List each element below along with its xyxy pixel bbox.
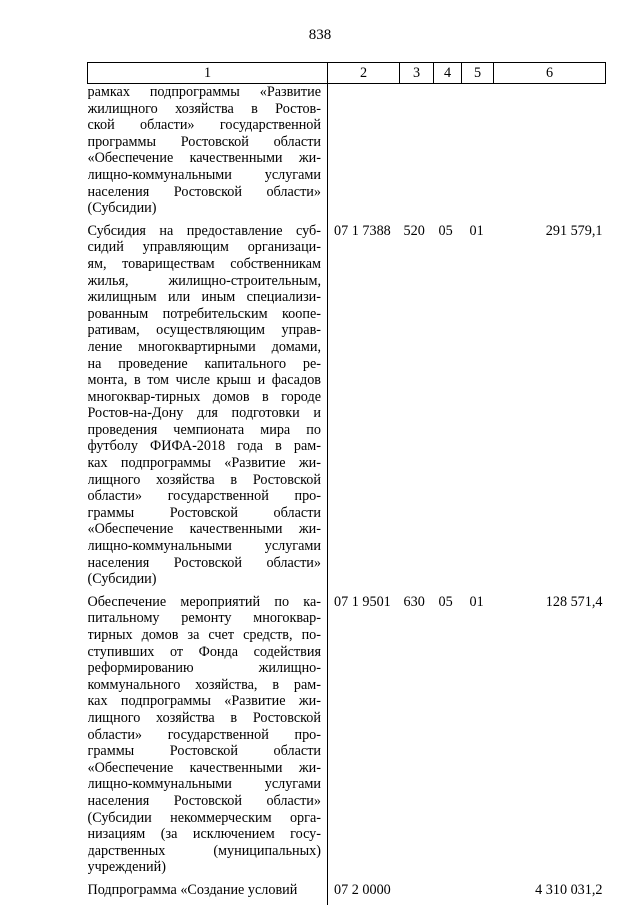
description-line: области» государственной про-	[87, 488, 321, 505]
description-line: населения Ростовской области»	[87, 792, 321, 809]
description-line: лищно-коммунальными услугами	[87, 776, 321, 793]
amount	[494, 84, 606, 223]
table-row	[88, 84, 606, 223]
header-row	[88, 63, 606, 84]
row-description	[88, 84, 328, 223]
description-line: граммы Ростовской области	[87, 743, 321, 760]
table-row	[88, 223, 606, 594]
description-line: лищно-коммунальными услугами	[87, 538, 321, 555]
description-line: «Обеспечение качественными жи-	[87, 759, 321, 776]
budget-table	[87, 62, 606, 905]
amount: 291 579,1	[545, 222, 603, 239]
target-article-code	[328, 84, 400, 223]
description-line: тирных домов за счет средств, по-	[87, 627, 321, 643]
description-line: (Субсидии)	[87, 571, 157, 588]
description-line: жилищным или иным специализи-	[87, 289, 321, 306]
section-code	[434, 882, 462, 905]
description-line: монта, в том числе крыш и фасадов	[87, 372, 321, 389]
table-row	[88, 882, 606, 905]
target-article-code: 07 2 0000	[334, 881, 391, 898]
subsection-code: 01	[469, 222, 484, 239]
section-code: 05	[438, 222, 453, 239]
column-header-1: 1	[88, 63, 328, 84]
description-line: реформированию жилищно-	[87, 660, 321, 677]
description-line: населения Ростовской области»	[87, 554, 321, 571]
column-header-6: 6	[494, 63, 606, 84]
description-line: сидий управляющим организаци-	[87, 239, 321, 256]
description-line: проведения чемпионата мира по	[87, 421, 321, 438]
expense-type-code: 520	[403, 222, 425, 239]
description-line: Ростов-на-Дону для подготовки и	[87, 405, 321, 422]
description-line: «Обеспечение качественными жи-	[87, 150, 321, 167]
description-line: (Субсидии)	[87, 200, 157, 217]
description-line: (Субсидии некоммерческим орга-	[87, 809, 321, 826]
description-line: коммунального хозяйства, в рам-	[87, 676, 321, 693]
subsection-code	[462, 882, 494, 905]
description-line: ской области» государственной	[87, 117, 321, 134]
description-line: лищного хозяйства в Ростовской	[87, 471, 321, 488]
table-row	[88, 594, 606, 882]
description-line: многоквар-тирных домов в городе	[87, 388, 321, 405]
description-line: лищного хозяйства в Ростовской	[87, 709, 321, 726]
description-line: ративам, осуществляющим управ-	[87, 322, 321, 339]
row-description	[88, 594, 328, 882]
amount: 128 571,4	[545, 593, 603, 610]
row-description	[88, 882, 328, 905]
section-code: 05	[438, 593, 453, 610]
description-line: рамках подпрограммы «Развитие	[87, 84, 321, 100]
description-line: ление многоквартирными домами,	[87, 338, 321, 355]
description-line: Подпрограмма «Создание условий	[87, 881, 298, 898]
column-header-4: 4	[434, 63, 462, 84]
description-line: рованным потребительским коопе-	[87, 305, 321, 322]
target-article-code: 07 1 7388	[334, 222, 391, 239]
description-line: лищно-коммунальными услугами	[87, 166, 321, 183]
description-line: ям, товариществам собственникам	[87, 255, 321, 272]
target-article-code: 07 1 9501	[334, 593, 391, 610]
description-line: ступивших от Фонда содействия	[87, 643, 321, 660]
expense-type-code	[400, 882, 434, 905]
description-line: жилья, жилищно-строительным,	[87, 272, 321, 289]
subsection-code: 01	[469, 593, 484, 610]
description-line: учреждений)	[87, 859, 166, 876]
description-line: на проведение капитального ре-	[87, 355, 321, 372]
expense-type-code: 630	[403, 593, 425, 610]
expense-type-code	[400, 84, 434, 223]
description-line: граммы Ростовской области	[87, 504, 321, 521]
description-line: питальному ремонту многоквар-	[87, 610, 321, 627]
description-line: дарственных (муниципальных)	[87, 842, 321, 859]
description-line: ках подпрограммы «Развитие жи-	[87, 455, 321, 472]
description-line: области» государственной про-	[87, 726, 321, 743]
description-line: Субсидия на предоставление суб-	[87, 222, 321, 239]
description-line: жилищного хозяйства в Ростов-	[87, 100, 321, 117]
column-header-5: 5	[462, 63, 494, 84]
amount: 4 310 031,2	[535, 881, 603, 898]
description-line: программы Ростовской области	[87, 133, 321, 150]
description-line: населения Ростовской области»	[87, 183, 321, 200]
row-description	[88, 223, 328, 594]
description-line: Обеспечение мероприятий по ка-	[87, 593, 321, 610]
column-header-3: 3	[400, 63, 434, 84]
section-code	[434, 84, 462, 223]
column-header-2: 2	[328, 63, 400, 84]
description-line: низациям (за исключением госу-	[87, 826, 321, 843]
description-line: ках подпрограммы «Развитие жи-	[87, 693, 321, 710]
description-line: футболу ФИФА-2018 года в рам-	[87, 438, 321, 455]
page-number: 838	[308, 27, 332, 43]
description-line: «Обеспечение качественными жи-	[87, 521, 321, 538]
table-body	[88, 84, 606, 905]
subsection-code	[462, 84, 494, 223]
